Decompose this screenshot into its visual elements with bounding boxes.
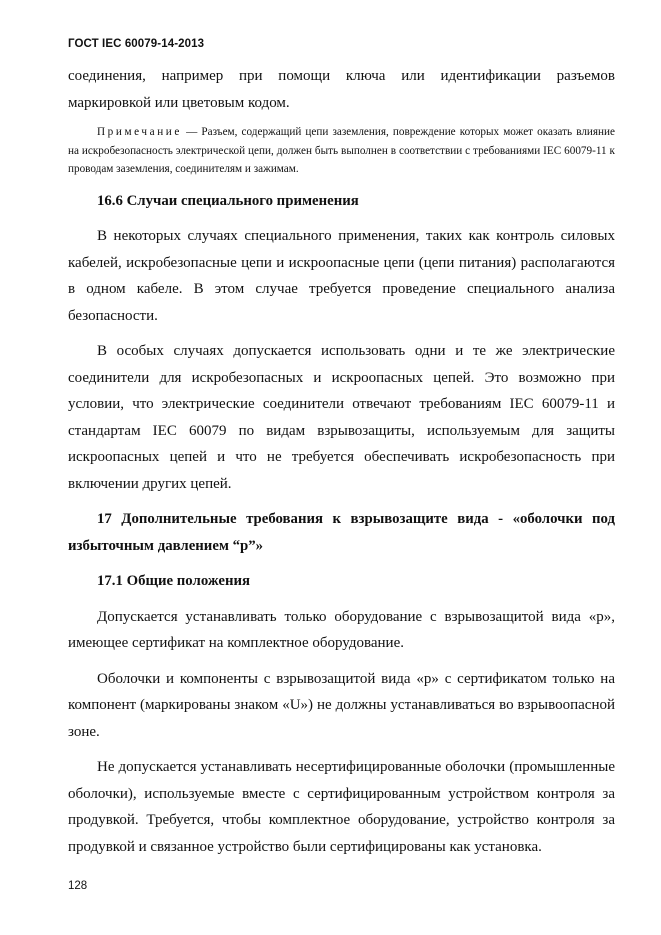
heading-16-6: 16.6 Случаи специального применения: [97, 192, 359, 209]
heading-17: 17 Дополнительные требования к взрывозащите вида - «оболочки под избыточным давлением “р”»: [68, 511, 615, 554]
paragraph-17-1-a: Допускается устанавливать только оборудование с взрывозащитой вида «р», имеющее сертификат на комплектное оборудование.: [68, 608, 615, 651]
note-text: Разъем, содержащий цепи заземления, повреждение которых может оказать влияние на искробезопасность электрической цепи, должен быть выполнен в соответствии с требованиями IEC 60079-11 к проводам заземления, соединителям и зажимам.: [68, 126, 615, 175]
paragraph-17-1-c: Не допускается устанавливать несертифицированные оболочки (промышленные оболочки), используемые вместе с сертифицированным устройством контроля за продувкой. Требуется, чтобы комплектное оборудование, устройство контроля за продувкой и связанное устройство были сертифицированы как установка.: [68, 759, 615, 855]
paragraph-intro: соединения, например при помощи ключа или идентификации разъемов маркировкой или цветовым кодом.: [68, 68, 615, 111]
paragraph-16-6-a: В некоторых случаях специального применения, таких как контроль силовых кабелей, искробезопасные цепи и искроопасные цепи (цепи питания) располагаются в одном кабеле. В этом случае требуется проведение специального анализа безопасности.: [68, 228, 615, 324]
paragraph-17-1-b: Оболочки и компоненты с взрывозащитой вида «р» с сертификатом только на компонент (маркированы знаком «U») не должны устанавливаться во взрывоопасной зоне.: [68, 670, 615, 740]
page-content: [68, 63, 615, 860]
heading-17-1: 17.1 Общие положения: [97, 573, 251, 589]
page-number: 128: [68, 880, 88, 892]
note: [68, 123, 615, 179]
paragraph-16-6-b: В особых случаях допускается использовать одни и те же электрические соединители для искробезопасных и искроопасных цепей. Это возможно при условии, что электрические соединители отвечают требованиям IEC 60079-11 и стандартам IEC 60079 по видам взрывозащиты, используемым для защиты искроопасных цепей и что не требуется обеспечивать искробезопасность при включении других цепей.: [68, 343, 615, 492]
document-header: ГОСТ IEC 60079-14-2013: [68, 38, 205, 50]
note-dash: —: [181, 126, 202, 138]
note-label: Примечание: [97, 126, 182, 138]
